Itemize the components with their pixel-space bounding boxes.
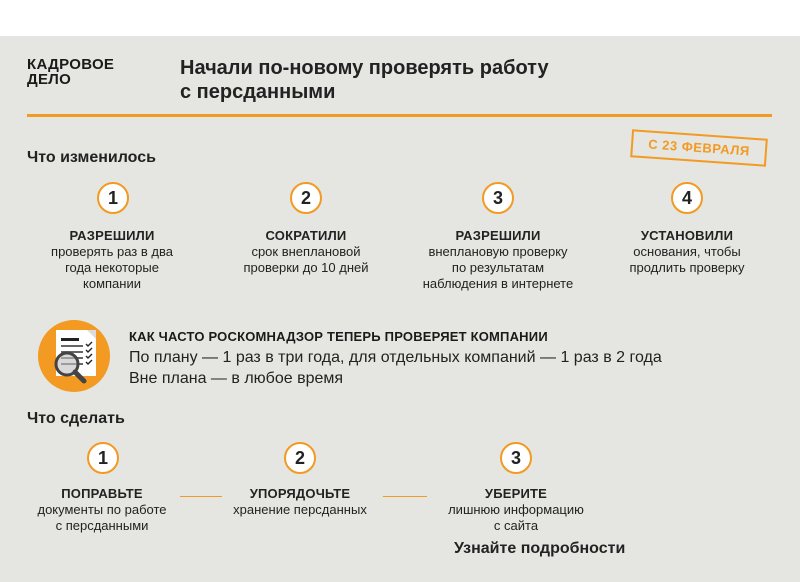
change-heading: УСТАНОВИЛИ: [640, 228, 734, 243]
page-title: [180, 56, 549, 104]
change-text: наблюдения в интернете: [422, 276, 574, 291]
todo-text: документы по работе: [37, 502, 167, 517]
change-text: года некоторые: [65, 260, 159, 275]
change-number-4: 4: [671, 182, 703, 214]
todo-item-3: [426, 486, 606, 534]
change-item-3: [408, 228, 588, 292]
todo-number-1: 1: [87, 442, 119, 474]
change-heading: РАЗРЕШИЛИ: [455, 228, 541, 243]
todo-connector: [383, 496, 427, 497]
change-number-1: 1: [97, 182, 129, 214]
changes-section-title: Что изменилось: [27, 149, 156, 166]
change-text: внеплановую проверку: [428, 244, 568, 259]
todo-heading: УБЕРИТЕ: [484, 486, 548, 501]
change-item-1: [22, 228, 202, 292]
brand-line-1: КАДРОВОЕ: [27, 56, 115, 73]
todo-text: с сайта: [493, 518, 539, 533]
frequency-unplanned: Вне плана — в любое время: [129, 370, 344, 387]
page-title-line-1: Начали по-новому проверять работу: [180, 57, 549, 79]
todo-number-3: 3: [500, 442, 532, 474]
todo-number-2: 2: [284, 442, 316, 474]
todo-section-title: Что сделать: [27, 410, 125, 427]
change-text: по результатам: [451, 260, 545, 275]
change-item-2: [216, 228, 396, 276]
brand-logo: [27, 57, 114, 87]
change-text: основания, чтобы: [633, 244, 741, 259]
frequency-title: КАК ЧАСТО РОСКОМНАДЗОР ТЕПЕРЬ ПРОВЕРЯЕТ КОМПАНИИ: [129, 329, 548, 344]
change-text: продлить проверку: [629, 260, 745, 275]
page-title-line-2: с персданными: [180, 81, 336, 103]
todo-item-1: [12, 486, 192, 534]
todo-text: с персданными: [55, 518, 149, 533]
todo-text: хранение персданных: [233, 502, 367, 517]
todo-heading: ПОПРАВЬТЕ: [61, 486, 143, 501]
more-details-link[interactable]: Узнайте подробности: [454, 540, 626, 557]
change-heading: СОКРАТИЛИ: [265, 228, 347, 243]
frequency-planned: По плану — 1 раз в три года, для отдельных компаний — 1 раз в 2 года: [129, 349, 662, 366]
infographic-card: [0, 36, 800, 582]
change-text: проверки до 10 дней: [243, 260, 369, 275]
date-stamp: С 23 ФЕВРАЛЯ: [630, 129, 768, 166]
todo-heading: УПОРЯДОЧЬТЕ: [249, 486, 351, 501]
todo-text: лишнюю информацию: [448, 502, 584, 517]
change-number-3: 3: [482, 182, 514, 214]
change-text: компании: [83, 276, 141, 291]
change-item-4: [597, 228, 777, 276]
todo-item-2: [210, 486, 390, 518]
change-heading: РАЗРЕШИЛИ: [69, 228, 155, 243]
change-text: срок внеплановой: [251, 244, 361, 259]
brand-line-2: ДЕЛО: [27, 71, 72, 88]
change-text: проверять раз в два: [51, 244, 173, 259]
title-divider: [27, 114, 772, 117]
checklist-magnifier-icon: [37, 319, 111, 393]
change-number-2: 2: [290, 182, 322, 214]
